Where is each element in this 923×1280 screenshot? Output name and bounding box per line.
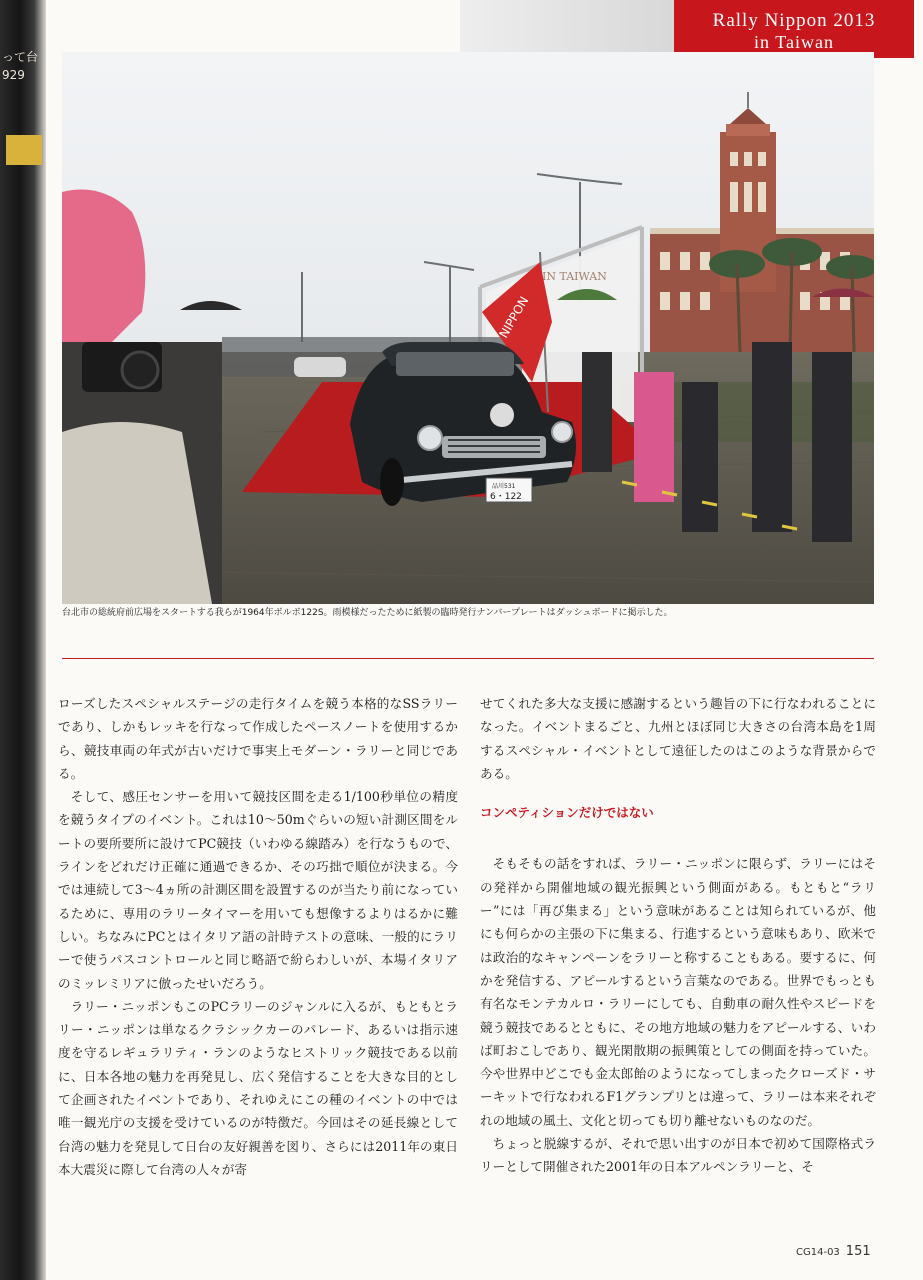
body-paragraph: せてくれた多大な支援に感謝するという趣旨の下に行なわれることになった。イベントまるごと、九州とほぼ同じ大きさの台湾本島を1周するスペシャル・イベントとして遠征したのはこのような背景からである。 xyxy=(480,696,877,781)
body-paragraph: そもそもの話をすれば、ラリー・ニッポンに限らず、ラリーにはその発祥から開催地域の観光振興という側面がある。もともと“ラリー”には「再び集まる」という意味があることは知られているが、他にも何らかの主張の下に集まる、行進するという意味もあり、欧米では政治的なキャンペーンをラリーと称することもある。要するに、何かを発信する、アピールするという言葉なのである。世界でもっとも有名なモンテカルロ・ラリーにしても、自動車の耐久性やスピードを競う競技であるとともに、その地方地域の魅力をアピールする、いわば町おこしであり、観光閑散期の振興策としての側面を持っていた。今や世界中どこでも金太郎飴のようになってしまったクローズド・サーキットで行なわれるF1グランプリとは違って、ラリーは本来それぞれの地域の風土、文化と切っても切り離せないものなのだ。 xyxy=(480,856,877,1128)
rally-start-photo xyxy=(62,52,874,604)
spine-gold-mark xyxy=(6,135,42,165)
body-paragraph: そして、感圧センサーを用いて競技区間を走る1/100秒単位の精度を競うタイプのイベント。これは10〜50mぐらいの短い計測区間をルートの要所要所に設けてPC競技（いわゆる線踏み）を行なうもので、ラインをどれだけ正確に通過できるか、その巧拙で順位が決まる。今では連続して3〜4ヵ所の計測区間を設置するのが当たり前になっているために、専用のラリータイマーを用いても想像するよりはるかに難しい。ちなみにPCとはイタリア語の計時テストの意味、一般的にラリーで使うパスコントロールと同じ略語で紛らわしいが、本場イタリアのミッレミリアに倣ったせいだろう。 xyxy=(58,789,458,991)
body-column-right xyxy=(480,692,876,1179)
series-header-line2: in Taiwan xyxy=(754,32,834,52)
series-header-line1: Rally Nippon 2013 xyxy=(712,10,876,31)
photo-caption: 台北市の総統府前広場をスタートする我らが1964年ボルボ122S。雨模様だったために紙製の臨時発行ナンバープレートはダッシュボードに掲示した。 xyxy=(62,608,673,618)
plate-region: 品川531 xyxy=(492,483,516,490)
section-divider xyxy=(62,658,874,659)
gate-banner-text: IN TAIWAN xyxy=(542,270,607,283)
body-paragraph: ラリー・ニッポンもこのPCラリーのジャンルに入るが、もともとラリー・ニッポンは単なるクラシックカーのパレード、あるいは指示速度を守るレギュラリティ・ランのようなヒストリック競技である以前に、日本各地の魅力を再発見し、広く発信することを大きな目的として企画されたイベントであり、それゆえにこの種のイベントの中では唯一観光庁の支援を受けているのが特徴だ。今回はその延長線として台湾の魅力を発見して日台の友好親善を図り、さらには2011年の東日本大震災に際して台湾の人々が寄 xyxy=(58,998,458,1177)
series-header xyxy=(674,0,914,58)
spine-text-line1: って台 xyxy=(2,50,39,64)
body-paragraph: ちょっと脱線するが、それで思い出すのが日本で初めて国際格式ラリーとして開催された2001年の日本アルペンラリーと、そ xyxy=(480,1136,876,1175)
plate-number: 6・122 xyxy=(490,492,522,502)
body-column-left xyxy=(58,692,458,1181)
spine-text-line2: 929 xyxy=(2,68,25,82)
page-number: 151 xyxy=(845,1244,871,1259)
flag-text: NIPPON xyxy=(496,294,532,341)
issue-code: CG14-03 xyxy=(796,1247,840,1258)
page-folio xyxy=(796,1240,871,1259)
section-subheading: コンペティションだけではない xyxy=(480,805,654,821)
previous-page-spine xyxy=(0,0,46,1280)
body-paragraph: ローズしたスペシャルステージの走行タイムを競う本格的なSSラリーであり、しかもレッキを行なって作成したペースノートを使用するから、競技車両の年式が古いだけで事実上モダーン・ラリーと同じである。 xyxy=(58,696,458,781)
header-gray-band xyxy=(460,0,674,52)
